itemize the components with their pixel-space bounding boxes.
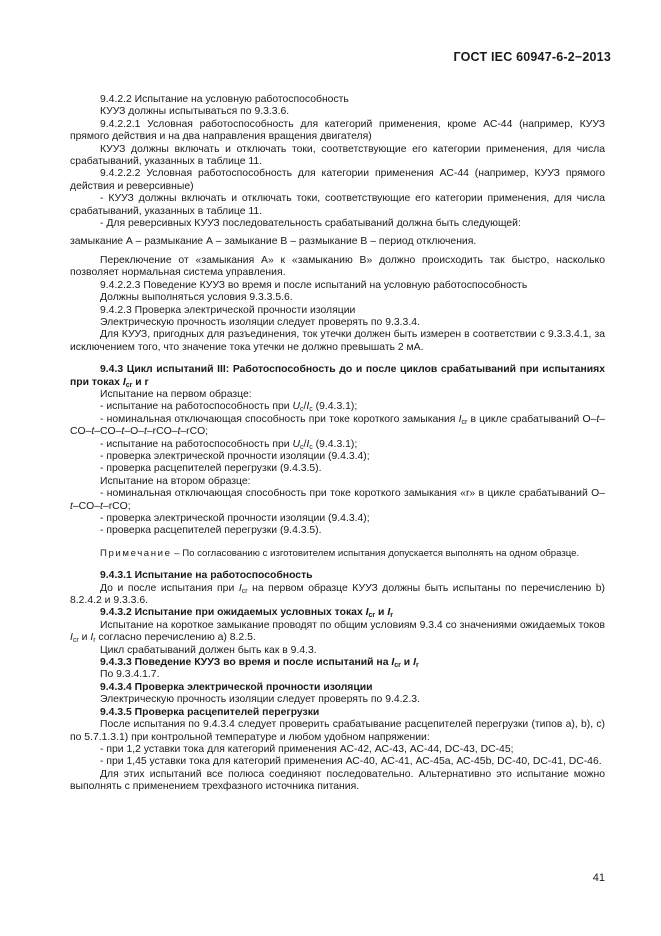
paragraph: - испытание на работоспособность при $U_c/I_c$ (9.4.3.1); — [100, 438, 358, 451]
paragraph: - проверка электрической прочности изоляции (9.4.3.4); — [100, 513, 370, 524]
paragraph: - номинальная отключающая способность при токе короткого замыкания «r» в цикле срабатываний O–t–CO–t–rCO; — [70, 488, 605, 512]
paragraph: - при 1,2 уставки тока для категорий применения АС-42, АС-43, АС-44, DC-43, DC-45; — [100, 743, 514, 755]
paragraph: 9.4.3.3 Поведение КУУЗ во время и после испытаний на $I_{cr}$ и $I_r$ — [100, 657, 419, 670]
paragraph: 9.4.2.2.3 Поведение КУУЗ во время и после испытаний на условную работоспособность — [100, 279, 528, 291]
paragraph: После испытания по 9.4.3.4 следует проверить срабатывание расцепителей перегрузки (типов а), b), с) по 5.7.1.3.1) при контрольной температуре и любом удобном напряжении: — [70, 719, 605, 743]
paragraph: Переключение от «замыкания А» к «замыканию В» должно происходить так быстро, насколько позволяет нормальная система управления. — [70, 254, 605, 279]
paragraph: - проверка расцепителей перегрузки (9.4.3.5). — [100, 525, 322, 537]
paragraph: - при 1,45 уставки тока для категорий применения АС-40, АС-41, АС-45а, АС-45b, DC-40, DC-41, DC-46. — [100, 756, 602, 768]
document-body — [70, 94, 605, 794]
paragraph: 9.4.2.2 Испытание на условную работоспособность — [100, 94, 349, 105]
paragraph: 9.4.3.2 Испытание при ожидаемых условных токах $I_{cr}$ и $I_r$ — [100, 607, 393, 620]
paragraph: 9.4.3.4 Проверка электрической прочности изоляции — [100, 681, 373, 693]
paragraph: Цикл срабатываний должен быть как в 9.4.3. — [100, 644, 317, 656]
paragraph: КУУЗ должны включать и отключать токи, соответствующие его категории применения, для числа срабатываний, указанных в таблице 11. — [70, 143, 605, 168]
paragraph: 9.4.2.2.1 Условная работоспособность для категорий применения, кроме АС-44 (например, КУУЗ прямого действия и на два направления вращения двигателя) — [70, 118, 605, 143]
paragraph: Для этих испытаний все полюса соединяют последовательно. Альтернативно это испытание можно выполнять с применением трехфазного источника питания. — [70, 768, 605, 793]
paragraph: Примечание – По согласованию с изготовителем испытания допускается выполнять на одном образце. — [100, 547, 580, 559]
paragraph: Должны выполняться условия 9.3.3.5.6. — [100, 292, 293, 304]
paragraph: Испытание на втором образце: — [100, 475, 251, 487]
paragraph: - испытание на работоспособность при $U_c/I_c$ (9.4.3.1); — [100, 401, 358, 414]
document-header: ГОСТ IEC 60947-6-2−2013 — [453, 50, 611, 64]
paragraph: До и после испытания при $I_{cr}$ на первом образце КУУЗ должны быть испытаны по перечислению b) 8.2.4.2 и 9.3.3.6. — [70, 582, 605, 607]
paragraph: 9.4.3.5 Проверка расцепителей перегрузки — [100, 706, 320, 718]
paragraph: - проверка электрической прочности изоляции (9.4.3.4); — [100, 450, 370, 462]
paragraph: - номинальная отключающая способность при токе короткого замыкания $I_{cr}$ в цикле срабатываний O–t–CO–t–CO–t–O–t–rCO–t–rCO; — [70, 413, 605, 438]
paragraph: замыкание А – размыкание А – замыкание В – размыкание В – период отключения. — [70, 236, 477, 248]
paragraph: Электрическую прочность изоляции следует проверять по 9.3.3.4. — [100, 316, 420, 328]
paragraph: - Для реверсивных КУУЗ последовательность срабатываний должна быть следующей: — [100, 218, 521, 230]
paragraph: 9.4.2.2.2 Условная работоспособность для категории применения АС-44 (например, КУУЗ прямого действия и реверсивные) — [70, 168, 605, 192]
paragraph: 9.4.2.3 Проверка электрической прочности изоляции — [100, 304, 356, 316]
paragraph: 9.4.3.1 Испытание на работоспособность — [100, 570, 313, 582]
paragraph: - КУУЗ должны включать и отключать токи, соответствующие его категории применения, для числа срабатываний, указанных в таблице 11. — [70, 193, 605, 217]
page-number: 41 — [592, 872, 605, 884]
paragraph: 9.4.3 Цикл испытаний III: Работоспособность до и после циклов срабатываний при испытаниях при токах $I_{cr}$ и r — [70, 364, 605, 389]
paragraph: Испытание на первом образце: — [100, 388, 252, 400]
paragraph: КУУЗ должны испытываться по 9.3.3.6. — [100, 106, 290, 118]
paragraph: По 9.3.4.1.7. — [100, 669, 160, 681]
paragraph: Для КУУЗ, пригодных для разъединения, ток утечки должен быть измерен в соответствии с 9.3.3.4.1, за исключением того, что значение тока утечки не должно превышать 2 мА. — [70, 329, 605, 353]
paragraph: Испытание на короткое замыкание проводят по общим условиям 9.3.4 со значениями ожидаемых токов $I_{cr}$ и $I_r$ согласно перечислению а) 8.2.5. — [70, 619, 605, 645]
paragraph: - проверка расцепителей перегрузки (9.4.3.5). — [100, 463, 322, 475]
paragraph: Электрическую прочность изоляции следует проверять по 9.4.2.3. — [100, 694, 420, 706]
